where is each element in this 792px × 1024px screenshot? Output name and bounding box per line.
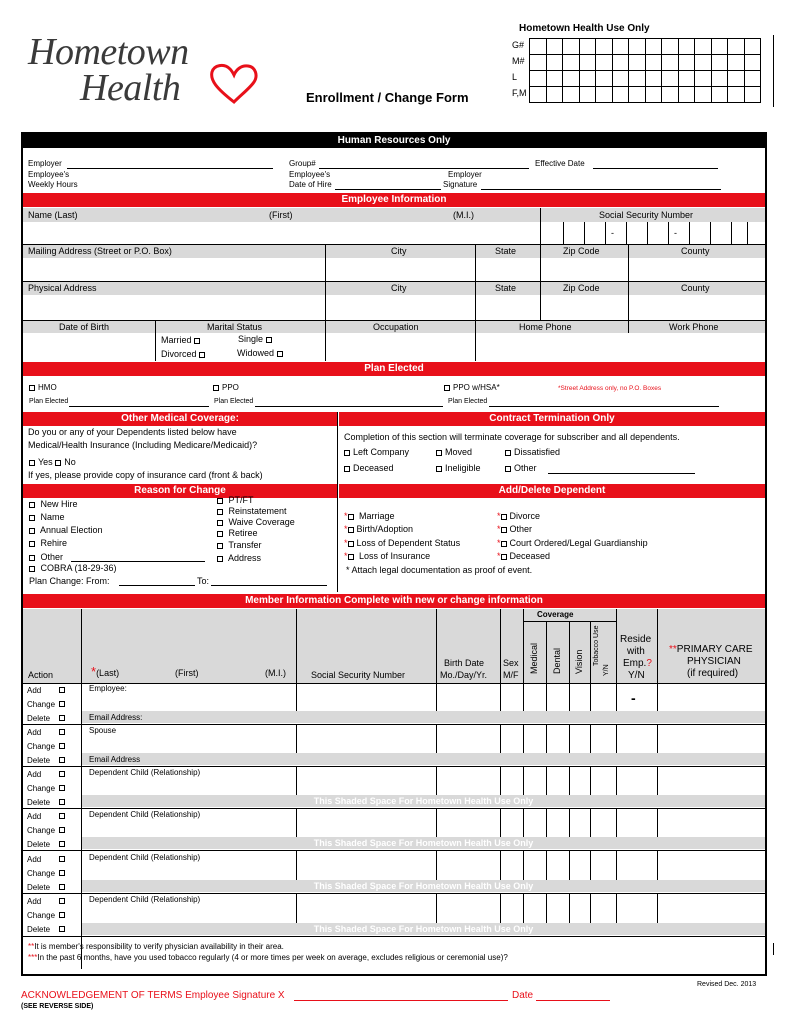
dependent2-row-label: Dependent Child (Relationship): [89, 810, 201, 819]
dependent2-shaded: This Shaded Space For Hometown Health Use Only: [82, 837, 765, 849]
dissatisfied-option[interactable]: Dissatisfied: [505, 447, 560, 457]
hr-effective-label: Effective Date: [535, 159, 585, 168]
employee-delete-checkbox[interactable]: [59, 715, 65, 721]
plan-elected-field-3[interactable]: [489, 406, 719, 407]
dependent4-add-checkbox[interactable]: [59, 898, 65, 904]
birth-checkbox[interactable]: [348, 527, 354, 533]
married-option[interactable]: Married: [161, 335, 203, 345]
termination-header: Contract Termination Only: [339, 412, 765, 426]
reason-other-option[interactable]: Other: [29, 552, 63, 562]
ineligible-option[interactable]: Ineligible: [436, 463, 481, 473]
employee-change-checkbox[interactable]: [59, 701, 65, 707]
hh-use-grid[interactable]: [529, 38, 761, 103]
dependent4-shaded: This Shaded Space For Hometown Health Use Only: [82, 923, 765, 935]
divorced-option[interactable]: Divorced: [161, 349, 208, 359]
rehire-option[interactable]: Rehire: [29, 538, 67, 548]
new-hire-checkbox[interactable]: [29, 502, 35, 508]
reinstatement-checkbox[interactable]: [217, 509, 223, 515]
hmo-checkbox[interactable]: [29, 385, 35, 391]
dependent3-change-checkbox[interactable]: [59, 870, 65, 876]
hr-signature-field[interactable]: [481, 189, 721, 190]
employee-first-label: (First): [269, 210, 293, 220]
hh-use-label-m: M#: [512, 56, 525, 66]
dob-label: Date of Birth: [59, 322, 110, 332]
dependent1-delete-checkbox[interactable]: [59, 799, 65, 805]
dependent4-row-label: Dependent Child (Relationship): [89, 895, 201, 904]
marital-label: Marital Status: [207, 322, 263, 332]
dental-label: Dental: [552, 647, 562, 674]
hr-weekly-label-1: Employee's: [28, 170, 70, 179]
ineligible-checkbox[interactable]: [436, 466, 442, 472]
physical-state-label: State: [495, 283, 517, 293]
dependent1-row-label: Dependent Child (Relationship): [89, 768, 201, 777]
single-option[interactable]: Single: [238, 334, 275, 344]
margin-rule: [773, 35, 774, 107]
margin-tick: [773, 943, 774, 955]
marriage-checkbox[interactable]: [348, 514, 354, 520]
retiree-checkbox[interactable]: [217, 531, 223, 537]
employee-name-last-label: Name (Last): [28, 210, 78, 220]
name-checkbox[interactable]: [29, 515, 35, 521]
employee-dash: -: [631, 690, 636, 706]
new-hire-option[interactable]: New Hire: [29, 499, 78, 509]
left-company-option[interactable]: Left Company: [344, 447, 409, 457]
ssn-dash-2: -: [674, 228, 677, 238]
plan-change-to-label: To:: [197, 576, 210, 586]
reside-label-3: Emp.?: [623, 658, 652, 669]
moved-checkbox[interactable]: [436, 450, 442, 456]
other-coverage-note: If yes, please provide copy of insurance card (front & back): [28, 470, 263, 480]
dependent1-shaded: This Shaded Space For Hometown Health Use Only: [82, 795, 765, 807]
reinstatement-option[interactable]: Reinstatement: [217, 506, 287, 516]
occupation-label: Occupation: [373, 322, 419, 332]
plan-elected-field-1[interactable]: [69, 406, 209, 407]
form-title: Enrollment / Change Form: [306, 90, 469, 105]
spouse-row-label: Spouse: [89, 726, 117, 735]
ppo-checkbox[interactable]: [213, 385, 219, 391]
loss-dependent-checkbox[interactable]: [348, 541, 354, 547]
member-last-label: *(Last): [91, 664, 120, 679]
deceased-option[interactable]: Deceased: [344, 463, 394, 473]
married-checkbox[interactable]: [194, 338, 200, 344]
ppo-hsa-checkbox[interactable]: [444, 385, 450, 391]
marriage-option[interactable]: * Marriage: [344, 511, 395, 521]
plan-note: *Street Address only, no P.O. Boxes: [558, 385, 662, 392]
plan-change-from-field[interactable]: [119, 585, 195, 586]
medical-label: Medical: [529, 642, 539, 674]
employee-row-label: Employee:: [89, 684, 127, 693]
member-mi-label: (M.I.): [265, 668, 286, 678]
termination-other-option[interactable]: Other: [505, 463, 537, 473]
transfer-checkbox[interactable]: [217, 543, 223, 549]
action-label: Action: [28, 670, 54, 680]
dependent2-change-checkbox[interactable]: [59, 827, 65, 833]
plan-elected-label-1: Plan Elected: [29, 398, 69, 405]
plan-change-to-field[interactable]: [211, 585, 327, 586]
dependent3-delete-checkbox[interactable]: [59, 884, 65, 890]
name-option[interactable]: Name: [29, 512, 65, 522]
mailing-zip-label: Zip Code: [563, 246, 600, 256]
employee-info-header: Employee Information: [23, 193, 765, 207]
logo-line-1: Hometown: [28, 31, 189, 73]
moved-option[interactable]: Moved: [436, 447, 472, 457]
dissatisfied-checkbox[interactable]: [505, 450, 511, 456]
widowed-option[interactable]: Widowed: [237, 348, 286, 358]
physical-county-label: County: [681, 283, 710, 293]
yes-checkbox[interactable]: [29, 460, 35, 466]
divorced-checkbox[interactable]: [199, 352, 205, 358]
hh-use-title: Hometown Health Use Only: [519, 23, 650, 34]
annual-election-checkbox[interactable]: [29, 528, 35, 534]
dependent1-add-checkbox[interactable]: [59, 771, 65, 777]
employee-ssn-label: Social Security Number: [599, 210, 694, 220]
address-option[interactable]: Address: [217, 553, 261, 563]
dependent2-delete-checkbox[interactable]: [59, 841, 65, 847]
physical-address-label: Physical Address: [28, 283, 97, 293]
loss-dependent-option[interactable]: * Loss of Dependent Status: [344, 538, 461, 548]
ptft-option[interactable]: PT/FT: [217, 495, 254, 505]
dependent-deceased-checkbox[interactable]: [501, 554, 507, 560]
dependent-other-checkbox[interactable]: [501, 527, 507, 533]
dependent1-change-checkbox[interactable]: [59, 785, 65, 791]
no-checkbox[interactable]: [55, 460, 61, 466]
hr-group-field[interactable]: [319, 168, 529, 169]
tobacco-yn-label: Y/N: [603, 664, 610, 676]
hr-group-label: Group#: [289, 159, 316, 168]
spouse-add-checkbox[interactable]: [59, 729, 65, 735]
termination-other-checkbox[interactable]: [505, 466, 511, 472]
dependent3-shaded: This Shaded Space For Hometown Health Use Only: [82, 880, 765, 892]
hr-hire-label-1: Employee's: [289, 170, 331, 179]
reason-other-field[interactable]: [71, 561, 205, 562]
revised-date: Revised Dec. 2013: [697, 981, 757, 988]
pcp-label-1: **PRIMARY CARE: [669, 644, 753, 655]
court-checkbox[interactable]: [501, 541, 507, 547]
hr-weekly-label-2: Weekly Hours: [28, 180, 78, 189]
mailing-state-label: State: [495, 246, 517, 256]
widowed-checkbox[interactable]: [277, 351, 283, 357]
employee-signature-field[interactable]: [294, 1000, 508, 1001]
birth-date-label-2: Mo./Day/Yr.: [440, 670, 488, 680]
dependent4-change-checkbox[interactable]: [59, 912, 65, 918]
employee-email-label: Email Address:: [89, 713, 143, 722]
termination-other-field[interactable]: [548, 473, 695, 474]
member-info-header: Member Information Complete with new or change information: [23, 594, 765, 608]
home-phone-label: Home Phone: [519, 322, 572, 332]
reason-other-checkbox[interactable]: [29, 555, 35, 561]
dependent2-add-checkbox[interactable]: [59, 813, 65, 819]
signature-date-field[interactable]: [536, 1000, 610, 1001]
termination-text: Completion of this section will terminate coverage for subscriber and all dependents.: [344, 432, 680, 442]
rehire-checkbox[interactable]: [29, 541, 35, 547]
loss-insurance-option[interactable]: * Loss of Insurance: [344, 551, 431, 561]
hr-signature-label-2: Signature: [443, 180, 478, 189]
hr-hire-field[interactable]: [335, 189, 441, 190]
ptft-checkbox[interactable]: [217, 498, 223, 504]
annual-election-option[interactable]: Annual Election: [29, 525, 103, 535]
date-label: Date: [512, 990, 534, 1001]
address-checkbox[interactable]: [217, 556, 223, 562]
reside-label-4: Y/N: [628, 670, 645, 681]
waive-option[interactable]: Waive Coverage: [217, 517, 295, 527]
work-phone-label: Work Phone: [669, 322, 719, 332]
other-coverage-question-2: Medical/Health Insurance (Including Medicare/Medicaid)?: [28, 440, 258, 450]
vision-label: Vision: [574, 649, 584, 674]
other-coverage-question-1: Do you or any of your Dependents listed below have: [28, 427, 237, 437]
single-checkbox[interactable]: [266, 337, 272, 343]
logo-line-2: Health: [80, 67, 181, 109]
pcp-label-2: PHYSICIAN: [687, 656, 741, 667]
dependent4-delete-checkbox[interactable]: [59, 926, 65, 932]
hr-employer-field[interactable]: [67, 168, 273, 169]
sex-label-2: M/F: [503, 670, 519, 680]
loss-insurance-checkbox[interactable]: [348, 554, 354, 560]
physical-zip-label: Zip Code: [563, 283, 600, 293]
reason-header: Reason for Change: [23, 484, 337, 498]
hr-employer-label: Employer: [28, 159, 62, 168]
left-company-checkbox[interactable]: [344, 450, 350, 456]
birth-date-label-1: Birth Date: [444, 658, 485, 668]
employee-add-checkbox[interactable]: [59, 687, 65, 693]
hr-signature-label-1: Employer: [448, 170, 482, 179]
reside-label-1: Reside: [620, 634, 652, 645]
footnote-1: **It is member's responsibility to verify physician availability in their area.: [28, 942, 284, 951]
birth-option[interactable]: * Birth/Adoption: [344, 524, 414, 534]
member-ssn-label: Social Security Number: [311, 670, 406, 680]
hmo-option[interactable]: HMO: [29, 383, 57, 392]
yes-option[interactable]: Yes No: [29, 457, 76, 467]
coverage-label: Coverage: [537, 610, 574, 619]
divorce-checkbox[interactable]: [501, 514, 507, 520]
employee-mi-label: (M.I.): [453, 210, 474, 220]
dependent3-add-checkbox[interactable]: [59, 856, 65, 862]
reverse-side-note: (SEE REVERSE SIDE): [21, 1003, 94, 1010]
dependent-header: Add/Delete Dependent: [339, 484, 765, 498]
plan-elected-header: Plan Elected: [23, 362, 765, 376]
cobra-option[interactable]: COBRA (18-29-36): [29, 563, 117, 573]
member-first-label: (First): [175, 668, 199, 678]
spouse-change-checkbox[interactable]: [59, 743, 65, 749]
mailing-address-label: Mailing Address (Street or P.O. Box): [28, 246, 172, 256]
acknowledgement-label: ACKNOWLEDGEMENT OF TERMS Employee Signature X: [21, 990, 285, 1001]
dependent3-row-label: Dependent Child (Relationship): [89, 853, 201, 862]
other-coverage-header: Other Medical Coverage:: [23, 412, 337, 426]
tobacco-label: Tobacco Use: [593, 625, 600, 666]
reside-label-2: with: [627, 646, 645, 657]
physical-city-label: City: [391, 283, 407, 293]
spouse-delete-checkbox[interactable]: [59, 757, 65, 763]
form-frame: Human Resources Only Employer Group# Effective Date Employee's Weekly Hours Employee's Date of Hire Employer Signature Employee Information Name (Last) (First) (M.I.) Social Security Number - - Mailing Address (Street or P.O. Box) City State Zip Code County Physical Address City State Zip Code County Date of Birth Marital Status Occupation Home Phone Work Phone Married Single Divorced Widowed Plan Elected HMO PPO PPO w/HSA* *Street Address only, no P.O. Boxes Plan Elected Plan Elected Plan Elected Other Medical Coverage: Contract Termination Only Do you or any of your Dependents listed below have Medical/Health Insurance (Including Medicare/Medicaid)? Yes No If yes, please provide copy of insurance card (front & back) Completion of this section will terminate coverage for subscriber and all dependents. Left Company Moved Dissatisfied Deceased Ineligible Other Reason for Change Add/Delete Dependent New Hire Name Annual Election Rehire Other COBRA (18-29-36) Plan Change: From: To: PT/FT Reinstatement Waive Coverage Retiree Transfer Address * Marriage * Birth/Adoption * Loss of Dependent Status * Loss of Insurance * Divorce * Other * Court Ordered/Legal Guardianship * Deceased * Attach legal documentation as proof of event. Member Information Complete with new or change information Action *(Last) (First) (M.I.) Social Security Number Birth Date Mo./Day/Yr. Sex M/F Coverage Medical Dental Vision Tobacco Use Y/N Reside with Emp.? Y/N **PRIMARY CARE PHYSICIAN (if required) Add Change Delete Employee: - Email Address: Add Change Delete Spouse Email Address Add Change Delete Dependent Child (Relationship) This Shaded Space For Hometown Health Use Only Add Change Delete Dependent Child (Relationship) This Shaded Space For Hometown Health Use Only Add Change Delete Dependent Child (Relationship) This Shaded Space For Hometown Health Use Only Add Change Delete Dependent Child (Relationship) This Shaded Space For Hometown Health Use Only **It is member's responsibility to verify physician availability in their area. ***In the past 6 months, have you used tobacco regularly (4 or more times per week on average, excludes religious or ceremonial use)?: [21, 132, 767, 976]
hr-hire-label-2: Date of Hire: [289, 180, 332, 189]
hh-use-label-fm: F,M: [512, 88, 527, 98]
heart-icon: [208, 62, 260, 104]
mailing-county-label: County: [681, 246, 710, 256]
plan-elected-label-3: Plan Elected: [448, 398, 488, 405]
retiree-option[interactable]: Retiree: [217, 528, 258, 538]
sex-label-1: Sex: [503, 658, 519, 668]
hr-header: Human Resources Only: [23, 134, 765, 148]
dependent-deceased-option[interactable]: * Deceased: [497, 551, 551, 561]
hh-use-label-g: G#: [512, 40, 525, 50]
court-option[interactable]: * Court Ordered/Legal Guardianship: [497, 538, 648, 548]
plan-elected-field-2[interactable]: [255, 406, 443, 407]
ppo-hsa-option[interactable]: PPO w/HSA*: [444, 383, 500, 392]
spouse-email-label: Email Address: [89, 755, 141, 764]
ssn-dash-1: -: [611, 228, 614, 238]
dependent-note: * Attach legal documentation as proof of event.: [346, 565, 533, 575]
dependent-other-option[interactable]: * Other: [497, 524, 533, 534]
plan-elected-label-2: Plan Elected: [214, 398, 254, 405]
footnote-2: ***In the past 6 months, have you used tobacco regularly (4 or more times per week on average, excludes religious or ceremonial use)?: [28, 953, 508, 962]
divorce-option[interactable]: * Divorce: [497, 511, 541, 521]
ppo-option[interactable]: PPO: [213, 383, 239, 392]
pcp-label-3: (if required): [687, 668, 739, 679]
waive-checkbox[interactable]: [217, 520, 223, 526]
cobra-checkbox[interactable]: [29, 566, 35, 572]
hh-use-label-l: L: [512, 72, 518, 82]
hr-effective-field[interactable]: [593, 168, 718, 169]
mailing-city-label: City: [391, 246, 407, 256]
plan-change-label: Plan Change: From:: [29, 576, 110, 586]
deceased-checkbox[interactable]: [344, 466, 350, 472]
transfer-option[interactable]: Transfer: [217, 540, 262, 550]
